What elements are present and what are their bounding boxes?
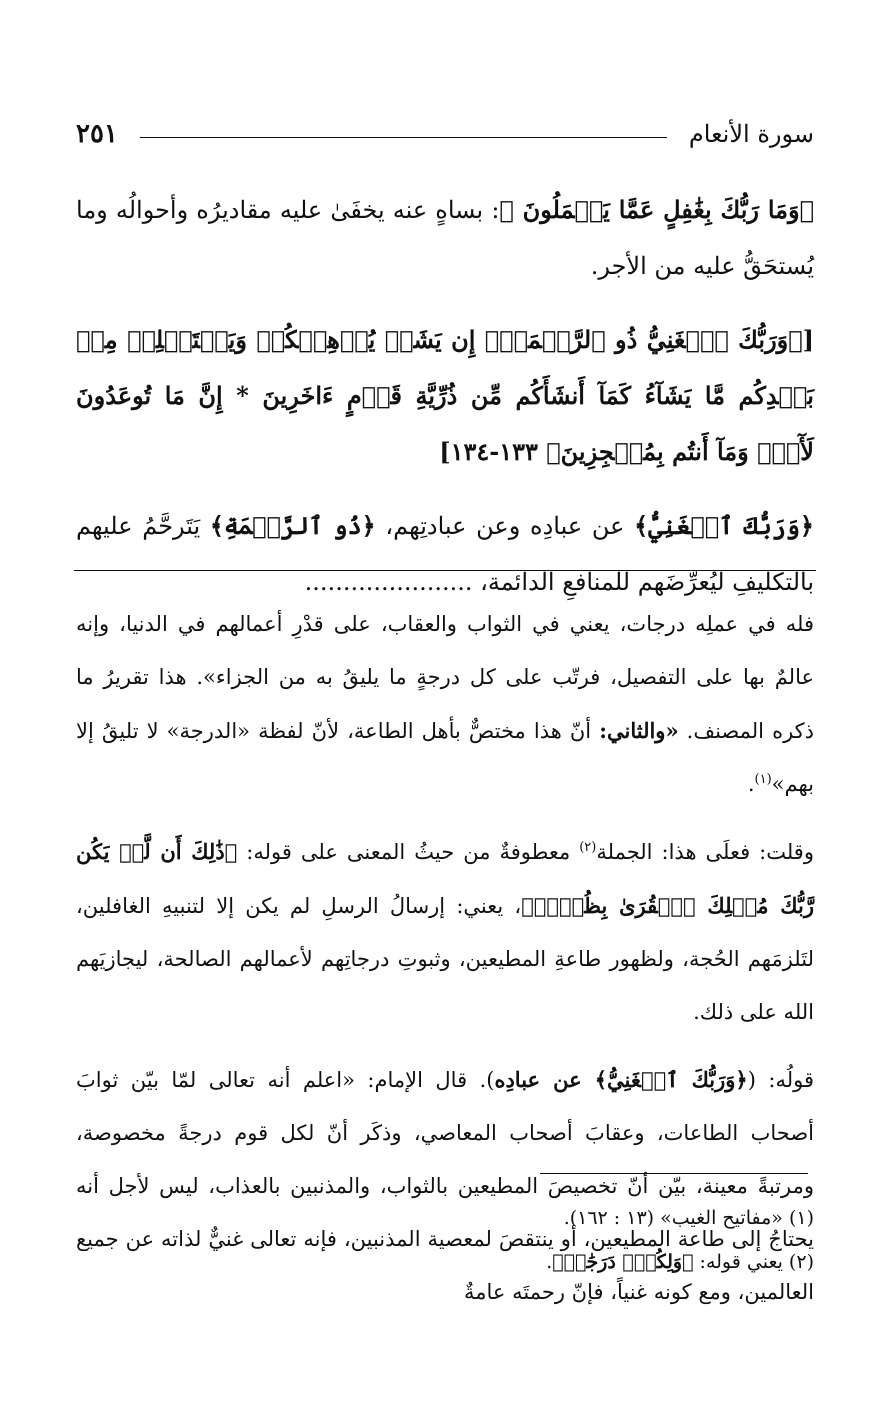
commentary-text: يَتَرحَّمُ عليهم بالتكليفِ ليُعرِّضَهم للمنافعِ الدائمة،	[76, 512, 814, 596]
commentary-text: : بساهٍ عنه يخفَىٰ عليه مقاديرُه وأحوالُه وما يُستحَقُّ عليه من الأجر.	[76, 196, 814, 280]
main-paragraph-1	[76, 182, 814, 294]
main-paragraph-2	[76, 312, 814, 480]
quran-verse: ﴿وَمَا رَبُّكَ بِغَٰفِلٍ عَمَّا يَعۡمَلُونَ ﴾	[499, 195, 814, 224]
page-number: ٢٥١	[76, 119, 118, 149]
quran-verse: [﴿وَرَبُّكَ ٱلۡغَنِيُّ ذُو ٱلرَّحۡمَةِۚ إِن يَشَأۡ يُذۡهِبۡكُمۡ وَيَسۡتَخۡلِفۡ مِنۢ بَعۡدِكُم مَّا يَشَآءُ كَمَآ أَنشَأَكُم مِّن ذُرِّيَّةِ قَوۡمٍ ءَاخَرِينَ * إِنَّ مَا تُوعَدُونَ لَأٓتٖۖ وَمَآ أَنتُم بِمُعۡجِزِينَ﴾ ١٣٣-١٣٤]	[76, 325, 814, 466]
footnote-ref[interactable]: (٢)	[579, 840, 597, 855]
hashiya-paragraph-2	[76, 825, 814, 1039]
commentary-text: فله في عملِه درجات، يعني في الثواب والعقاب، على قدْرِ أعمالهم في الدنيا، وإنه عالمٌ بها على التفصيل، فرتّب على كل درجةٍ ما يليقُ به من الجزاء». هذا تقريرُ ما ذكره المصنف.	[76, 612, 815, 743]
footnote-text: (٢) يعني قوله:	[693, 1251, 814, 1273]
quran-verse: ﴿ذُو ٱلرَّحۡمَةِ﴾	[209, 511, 376, 540]
footnotes	[76, 1196, 814, 1284]
quran-verse: ﴿وَلِكُلّٖ دَرَجَٰتٞ﴾	[552, 1251, 694, 1273]
footnote-rule	[540, 1173, 808, 1174]
commentary-text: وقلت: فعلَى هذا: الجملة	[596, 840, 814, 864]
commentary-text: ، يعني: إرسالُ الرسلِ لم يكن إلا لتنبيهِ الغافلين، لتَلزمَهم الحُجة، ولظهور طاعةِ المطيعين، وثبوتِ درجاتِهم لأعمالهم الصالحة، ليجازيَهم الله على ذلك.	[76, 894, 814, 1024]
main-paragraph-3	[76, 498, 814, 610]
main-commentary	[76, 182, 814, 628]
quran-verse: ﴿وَرَبُّكَ ٱلۡغَنِيُّ﴾ عن عبادِه	[494, 1067, 748, 1092]
commentary-text: .	[747, 772, 755, 796]
ellipsis-dots: ......................	[304, 568, 473, 596]
surah-title: سورة الأنعام	[688, 120, 814, 148]
footnote-2	[76, 1240, 814, 1284]
footnote-ref[interactable]: (١)	[754, 772, 772, 787]
quran-verse: ﴿وَرَبُّكَ ٱلۡغَنِيُّ﴾	[634, 511, 814, 540]
hashiya-paragraph-1	[76, 598, 814, 811]
footnote-text: .	[546, 1251, 553, 1273]
running-header	[76, 112, 814, 156]
footnote-1: (١) «مفاتيح الغيب» (١٣ : ١٦٢).	[563, 1207, 814, 1229]
commentary-text: أنّ هذا مختصٌّ بأهل الطاعة، لأنّ لفظة «الدرجة» لا تليقُ إلا بهم»	[76, 719, 814, 796]
commentary-text: عن عبادِه وعن عبادتِهم،	[375, 512, 635, 540]
section-divider	[74, 570, 816, 571]
header-rule	[140, 137, 667, 138]
commentary-text: معطوفةٌ من حيثُ المعنى على قوله:	[237, 840, 580, 864]
commentary-text: ). قال الإمام: «اعلم أنه تعالى لمّا بيّن ثوابَ أصحاب الطاعات، وعقابَ أصحاب المعاصي، وذكَر أنّ لكل قوم درجةً مخصوصة، ومرتبةً معينة، بيّن أنّ تخصيصَ المطيعين بالثواب، والمذنبين بالعذاب، ليس لأجل أنه يحتاجُ إلى طاعة المطيعين، أو ينتقصَ لمعصية المذنبين، فإنه تعالى غنيٌّ لذاته عن جميع العالمين، ومع كونه غنياً، فإنّ رحمتَه عامةٌ	[76, 1068, 814, 1304]
bold-term: «والثاني:	[599, 718, 679, 743]
quran-verse: ﴿ذَٰلِكَ أَن لَّمۡ يَكُن رَّبُّكَ مُهۡلِكَ ٱلۡقُرَىٰ بِظُلۡمٖ﴾	[76, 839, 814, 918]
commentary-text: قولُه: (	[747, 1068, 814, 1092]
